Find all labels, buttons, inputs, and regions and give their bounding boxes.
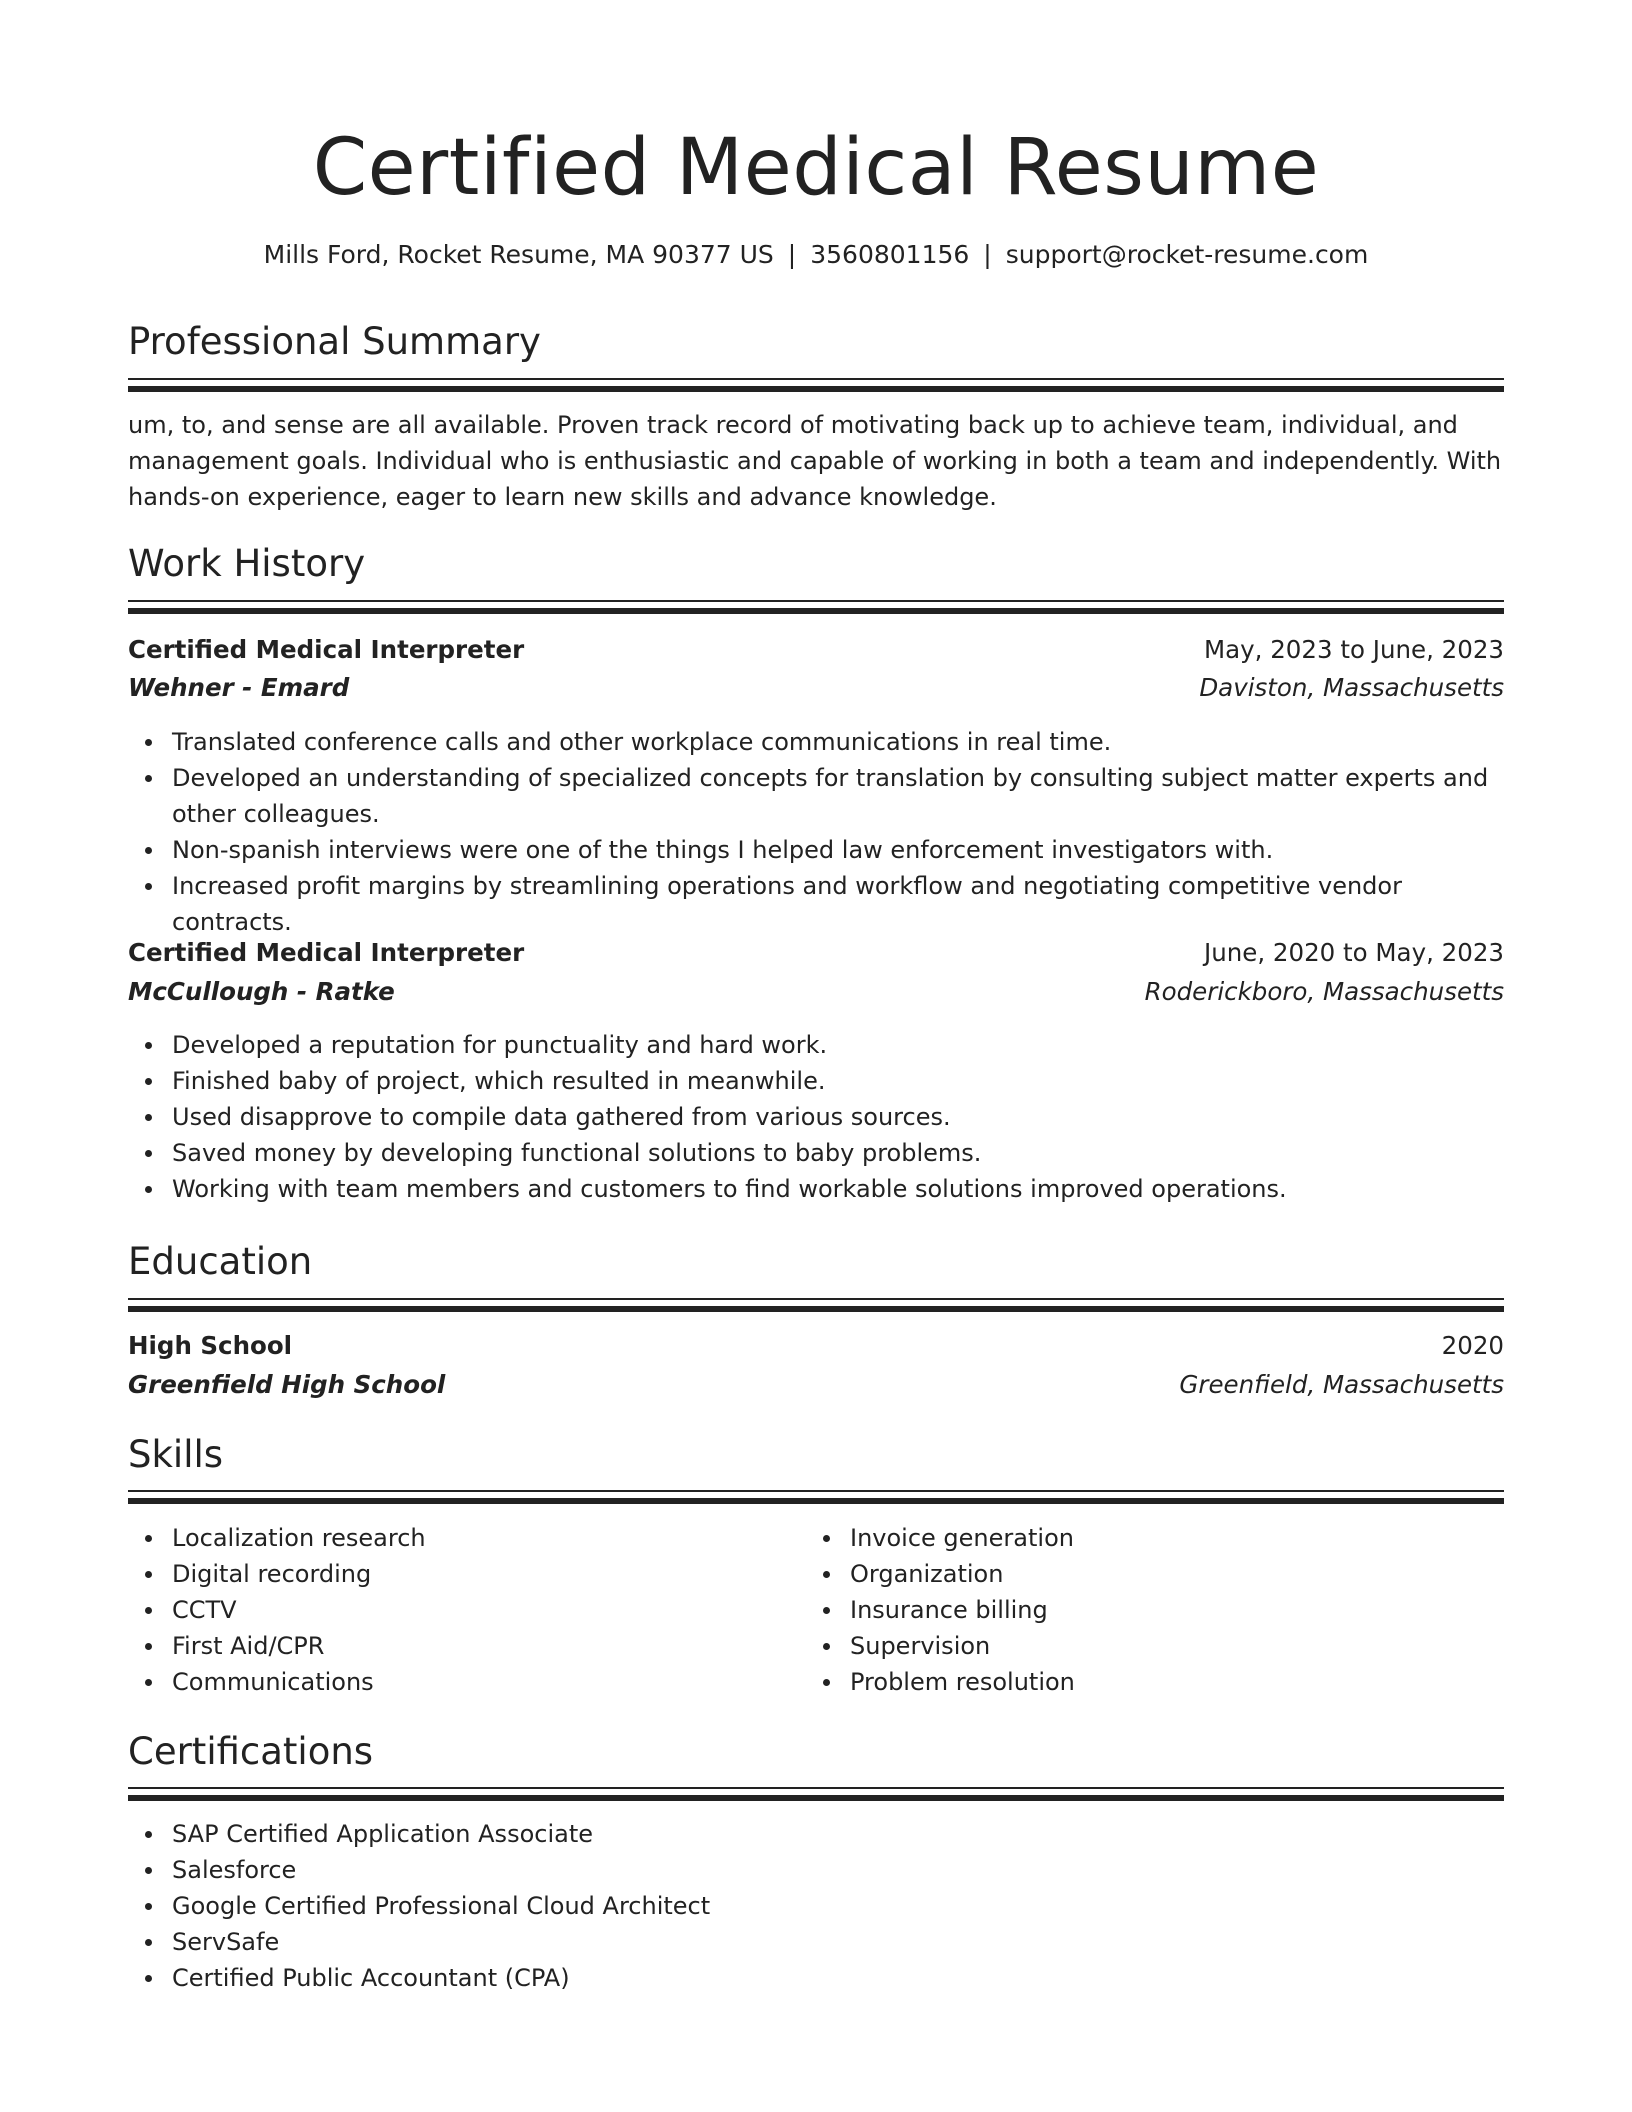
skill-item: Localization research (172, 1520, 1504, 1556)
contact-address: Mills Ford, Rocket Resume, MA 90377 US (263, 240, 774, 269)
job-title: Certified Medical Interpreter (128, 635, 525, 664)
education-year: 2020 (1441, 1331, 1504, 1360)
skill-item: Organization (850, 1556, 1632, 1592)
contact-separator: | (787, 240, 797, 269)
skill-item: Digital recording (172, 1556, 1504, 1592)
certification-item: SAP Certified Application Associate (172, 1816, 1504, 1852)
job-bullet: Non-spanish interviews were one of the things I helped law enforcement investigators with. (172, 832, 1504, 868)
education-location: Greenfield, Massachusetts (1179, 1370, 1504, 1399)
skill-item: Communications (172, 1664, 1504, 1700)
job-company: McCullough - Ratke (128, 977, 395, 1006)
job-title-row (128, 935, 1504, 971)
job-bullet: Finished baby of project, which resulted in meanwhile. (172, 1063, 1504, 1099)
job-bullet: Saved money by developing functional solutions to baby problems. (172, 1135, 1504, 1171)
job-bullets (128, 1027, 1504, 1207)
job-location: Roderickboro, Massachusetts (1144, 977, 1504, 1006)
job-title: Certified Medical Interpreter (128, 938, 525, 967)
skill-item: CCTV (172, 1592, 1504, 1628)
section-divider (128, 1490, 1504, 1504)
section-divider (128, 1787, 1504, 1801)
job-bullet: Working with team members and customers to find workable solutions improved operations. (172, 1171, 1504, 1207)
summary-text: um, to, and sense are all available. Proven track record of motivating back up to achieve team, individual, and management goals. Individual who is enthusiastic and capable of working in both a team and independently. With hands-on experience, eager to learn new skills and advance knowledge. (128, 411, 1502, 511)
certifications-list (128, 1816, 1504, 1996)
education-degree: High School (128, 1331, 293, 1360)
job-dates: June, 2020 to May, 2023 (1203, 938, 1504, 967)
job-title-row (128, 632, 1504, 668)
education-degree-row (128, 1328, 1504, 1364)
contact-email: support@rocket-resume.com (1005, 240, 1369, 269)
section-divider (128, 378, 1504, 392)
contact-line (128, 237, 1504, 273)
section-divider (128, 1298, 1504, 1312)
contact-separator: | (983, 240, 992, 269)
job-bullet: Increased profit margins by streamlining operations and workflow and negotiating competitive vendor contracts. (172, 868, 1504, 940)
certification-item: ServSafe (172, 1924, 1504, 1960)
education-school-row (128, 1367, 1504, 1403)
job-bullet: Used disapprove to compile data gathered from various sources. (172, 1099, 1504, 1135)
skill-item: Insurance billing (850, 1592, 1632, 1628)
section-divider (128, 600, 1504, 614)
job-company-row (128, 670, 1504, 706)
job-bullets (128, 724, 1504, 940)
work-history-heading: Work History (128, 542, 366, 585)
skill-item: Invoice generation (850, 1520, 1632, 1556)
certifications-heading: Certifications (128, 1730, 374, 1773)
job-dates: May, 2023 to June, 2023 (1203, 635, 1504, 664)
job-location: Daviston, Massachusetts (1199, 673, 1504, 702)
education-school: Greenfield High School (128, 1370, 446, 1399)
skill-item: Problem resolution (850, 1664, 1632, 1700)
summary-heading: Professional Summary (128, 320, 541, 363)
job-company: Wehner - Emard (128, 673, 350, 702)
resume-title: Certified Medical Resume (312, 123, 1320, 213)
skill-item: First Aid/CPR (172, 1628, 1504, 1664)
job-company-row (128, 974, 1504, 1010)
job-bullet: Developed a reputation for punctuality and hard work. (172, 1027, 1504, 1063)
job-bullet: Developed an understanding of specialized concepts for translation by consulting subject matter experts and other colleagues. (172, 760, 1504, 832)
certification-item: Salesforce (172, 1852, 1504, 1888)
education-heading: Education (128, 1240, 313, 1283)
skills-heading: Skills (128, 1433, 224, 1476)
contact-phone: 3560801156 (810, 240, 970, 269)
certification-item: Certified Public Accountant (CPA) (172, 1960, 1504, 1996)
skills-list-right (806, 1520, 1632, 1700)
certification-item: Google Certified Professional Cloud Architect (172, 1888, 1504, 1924)
job-bullet: Translated conference calls and other workplace communications in real time. (172, 724, 1504, 760)
skill-item: Supervision (850, 1628, 1632, 1664)
